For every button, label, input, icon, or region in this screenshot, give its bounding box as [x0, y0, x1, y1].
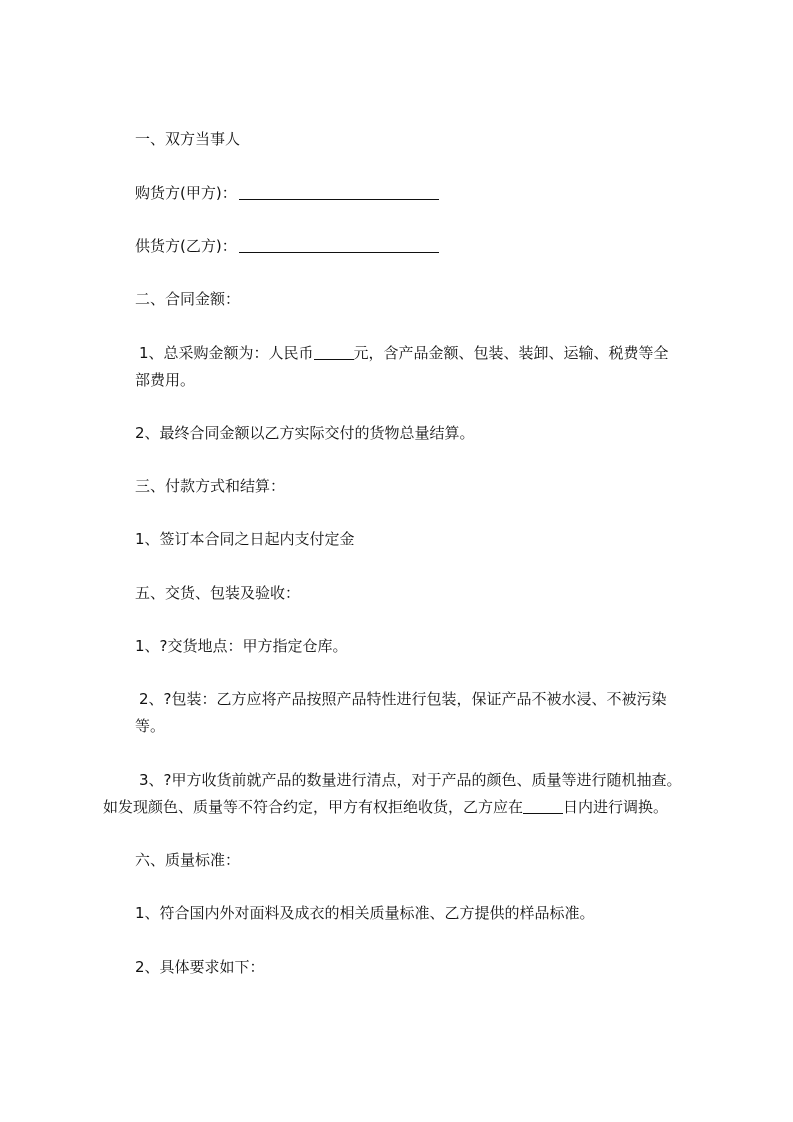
seller-blank — [239, 237, 439, 253]
days-blank — [523, 798, 563, 814]
amount-item-2: 2、最终合同金额以乙方实际交付的货物总量结算。 — [135, 424, 475, 442]
delivery-item-3-text-a: 如发现颜色、质量等不符合约定，甲方有权拒绝收货，乙方应在 — [103, 798, 524, 816]
buyer-line — [135, 180, 439, 207]
buyer-label: 购货方(甲方)： — [135, 184, 237, 202]
delivery-item-3-text-b: 日内进行调换。 — [563, 798, 669, 816]
section-heading-quality: 六、质量标准： — [135, 851, 241, 869]
amount-item-1-text-a: 1、总采购金额为：人民币 — [139, 344, 314, 362]
amount-item-1-line-1 — [139, 340, 669, 367]
seller-label: 供货方(乙方)： — [135, 237, 237, 255]
section-heading-amount: 二、合同金额： — [135, 290, 241, 308]
section-heading-payment: 三、付款方式和结算： — [135, 477, 286, 495]
quality-item-2: 2、具体要求如下： — [135, 958, 265, 976]
section-heading-parties: 一、双方当事人 — [135, 130, 241, 148]
delivery-item-1: 1、?交货地点：甲方指定仓库。 — [135, 637, 348, 655]
delivery-item-2-line-2: 等。 — [135, 717, 166, 735]
delivery-item-3-line-2 — [103, 794, 668, 821]
buyer-blank — [239, 184, 439, 200]
quality-item-1: 1、符合国内外对面料及成衣的相关质量标准、乙方提供的样品标准。 — [135, 904, 595, 922]
amount-item-1-text-b: 元，含产品金额、包装、装卸、运输、税费等全 — [353, 344, 669, 362]
delivery-item-3-line-1: 3、?甲方收货前就产品的数量进行清点，对于产品的颜色、质量等进行随机抽查。 — [139, 771, 682, 789]
seller-line — [135, 233, 439, 260]
amount-item-1-line-2: 部费用。 — [135, 371, 196, 389]
payment-item-1: 1、签订本合同之日起内支付定金 — [135, 530, 355, 548]
amount-blank — [314, 344, 354, 360]
delivery-item-2-line-1: 2、?包装：乙方应将产品按照产品特性进行包装，保证产品不被水浸、不被污染 — [139, 690, 667, 708]
section-heading-delivery: 五、交货、包装及验收： — [135, 584, 301, 602]
